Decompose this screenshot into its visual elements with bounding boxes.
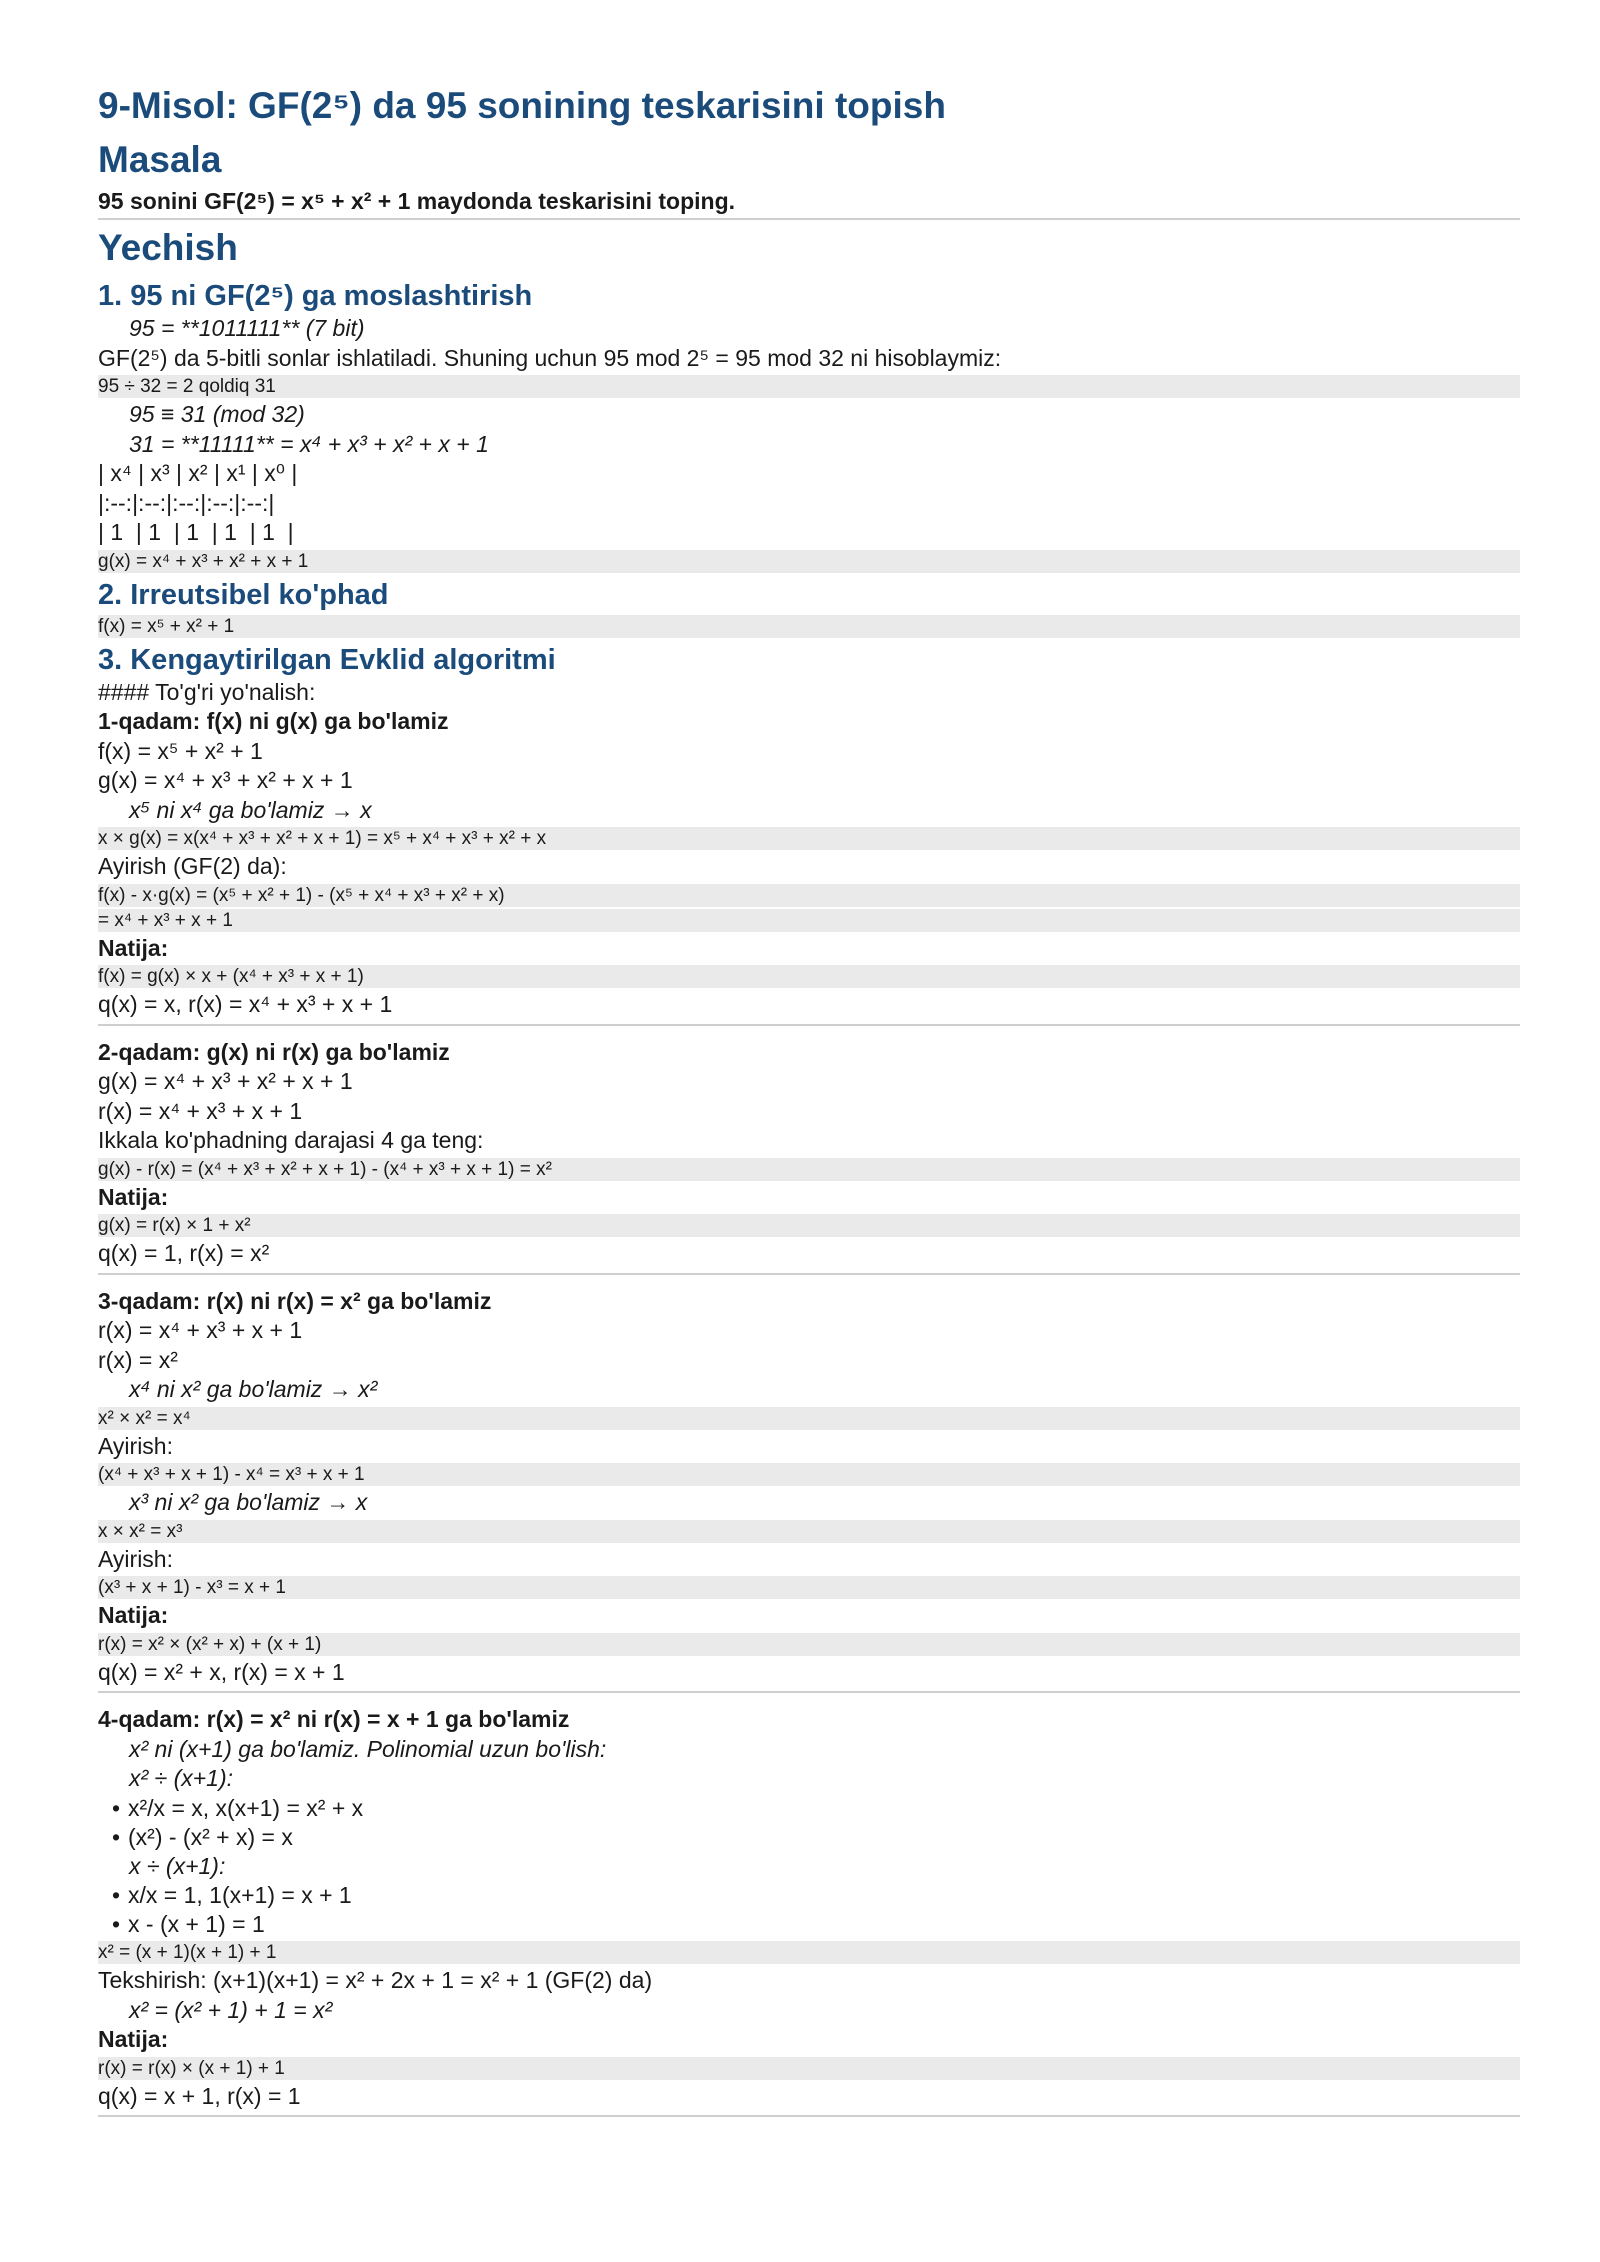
natija-label: Natija: [98,1602,169,1628]
code-block: g(x) = r(x) × 1 + x² [98,1214,1520,1237]
raw-table-row: |:--:|:--:|:--:|:--:|:--:| [98,489,275,516]
document-page [98,78,1520,2129]
natija-label: Natija: [98,934,169,961]
text-line: f(x) = x⁵ + x² + 1 [98,737,263,764]
code-block: g(x) = x⁴ + x³ + x² + x + 1 [98,550,1520,573]
code-block: (x³ + x + 1) - x³ = x + 1 [98,1576,1520,1599]
natija-label: Natija: [98,1183,169,1210]
text-line: r(x) = x⁴ + x³ + x + 1 [98,1317,303,1343]
section-2-heading: 2. Irreutsibel ko'phad [98,578,389,611]
step-title: 3-qadam: r(x) ni r(x) = x² ga bo'lamiz [98,1287,492,1314]
text-line: r(x) = x⁴ + x³ + x + 1 [98,1097,303,1124]
document-title: 9-Misol: GF(2⁵) da 95 sonining teskarisini topish [98,85,946,126]
text-line: 31 = **11111** = x⁴ + x³ + x² + x + 1 [129,430,489,457]
list-item-text: x²/x = x, x(x+1) = x² + x [128,1794,364,1821]
code-block: (x⁴ + x³ + x + 1) - x⁴ = x³ + x + 1 [98,1463,1520,1486]
text-line: x² ÷ (x+1): [129,1765,233,1791]
text-line: Ikkala ko'phadning darajasi 4 ga teng: [98,1127,484,1153]
text-line: x⁵ ni x⁴ ga bo'lamiz → x [129,796,372,823]
list-item [98,1910,1520,1939]
text-line: q(x) = x² + x, r(x) = x + 1 [98,1658,345,1685]
text-line: q(x) = x + 1, r(x) = 1 [98,2082,301,2109]
code-block: f(x) = g(x) × x + (x⁴ + x³ + x + 1) [98,965,1520,988]
code-block: g(x) - r(x) = (x⁴ + x³ + x² + x + 1) - (x⁴ + x³ + x + 1) = x² [98,1158,1520,1181]
text-line: g(x) = x⁴ + x³ + x² + x + 1 [98,767,353,793]
text-line: Ayirish: [98,1432,173,1459]
code-block: 95 ÷ 32 = 2 qoldiq 31 [98,375,1520,398]
code-block: x × g(x) = x(x⁴ + x³ + x² + x + 1) = x⁵ + x⁴ + x³ + x² + x [98,827,1520,850]
bullet-icon: • [112,1794,121,1821]
code-block: r(x) = r(x) × (x + 1) + 1 [98,2057,1520,2080]
text-line: q(x) = 1, r(x) = x² [98,1240,270,1266]
list-item-text: (x²) - (x² + x) = x [128,1823,293,1850]
subheading-raw: #### To'g'ri yo'nalish: [98,678,316,705]
list-item [98,1881,1520,1910]
list-item-text: x/x = 1, 1(x+1) = x + 1 [128,1882,352,1908]
text-line: GF(2⁵) da 5-bitli sonlar ishlatiladi. Shuning uchun 95 mod 2⁵ = 95 mod 32 ni hisoblaymiz: [98,344,1002,371]
step-title: 1-qadam: f(x) ni g(x) ga bo'lamiz [98,708,449,734]
code-block: x² × x² = x⁴ [98,1407,1520,1430]
bullet-icon: • [112,1823,121,1850]
step-1 [98,707,1520,1026]
code-block: f(x) - x·g(x) = (x⁵ + x² + 1) - (x⁵ + x⁴ + x³ + x² + x) [98,884,1520,907]
step-4 [98,1705,1520,2117]
code-block: x × x² = x³ [98,1520,1520,1543]
bullet-icon: • [112,1911,121,1937]
text-line: g(x) = x⁴ + x³ + x² + x + 1 [98,1068,353,1094]
bullet-icon: • [112,1882,121,1908]
step-3 [98,1287,1520,1694]
code-block: x² = (x + 1)(x + 1) + 1 [98,1941,1520,1964]
text-line: x³ ni x² ga bo'lamiz → x [129,1489,368,1515]
masala-heading: Masala [98,139,222,180]
raw-table-row: | 1 | 1 | 1 | 1 | 1 | [98,519,294,545]
text-line: Tekshirish: (x+1)(x+1) = x² + 2x + 1 = x² + 1 (GF(2) da) [98,1967,653,1993]
code-block: r(x) = x² × (x² + x) + (x + 1) [98,1633,1520,1656]
text-line: Ayirish: [98,1545,173,1572]
yechish-heading: Yechish [98,227,238,268]
raw-table-row: | x⁴ | x³ | x² | x¹ | x⁰ | [98,460,298,486]
text-line: x² = (x² + 1) + 1 = x² [129,1996,333,2023]
list-item [98,1794,1520,1823]
text-line: r(x) = x² [98,1346,178,1373]
text-line: x ÷ (x+1): [129,1852,226,1879]
text-line: Ayirish (GF(2) da): [98,853,287,879]
list-item [98,1823,1520,1852]
code-block: f(x) = x⁵ + x² + 1 [98,615,1520,638]
text-line: 95 ≡ 31 (mod 32) [129,401,305,427]
step-title: 4-qadam: r(x) = x² ni r(x) = x + 1 ga bo'lamiz [98,1706,570,1732]
list-item-text: x - (x + 1) = 1 [128,1911,265,1937]
natija-label: Natija: [98,2026,169,2052]
text-line: 95 = **1011111** (7 bit) [129,315,365,341]
task-statement: 95 sonini GF(2⁵) = x⁵ + x² + 1 maydonda teskarisini toping. [98,186,1520,220]
section-3-heading: 3. Kengaytirilgan Evklid algoritmi [98,643,556,676]
text-line: x² ni (x+1) ga bo'lamiz. Polinomial uzun bo'lish: [129,1735,607,1762]
step-title: 2-qadam: g(x) ni r(x) ga bo'lamiz [98,1038,450,1065]
code-block: = x⁴ + x³ + x + 1 [98,909,1520,932]
section-1-heading: 1. 95 ni GF(2⁵) ga moslashtirish [98,280,533,312]
text-line: q(x) = x, r(x) = x⁴ + x³ + x + 1 [98,991,393,1017]
step-2 [98,1038,1520,1275]
text-line: x⁴ ni x² ga bo'lamiz → x² [129,1376,378,1402]
